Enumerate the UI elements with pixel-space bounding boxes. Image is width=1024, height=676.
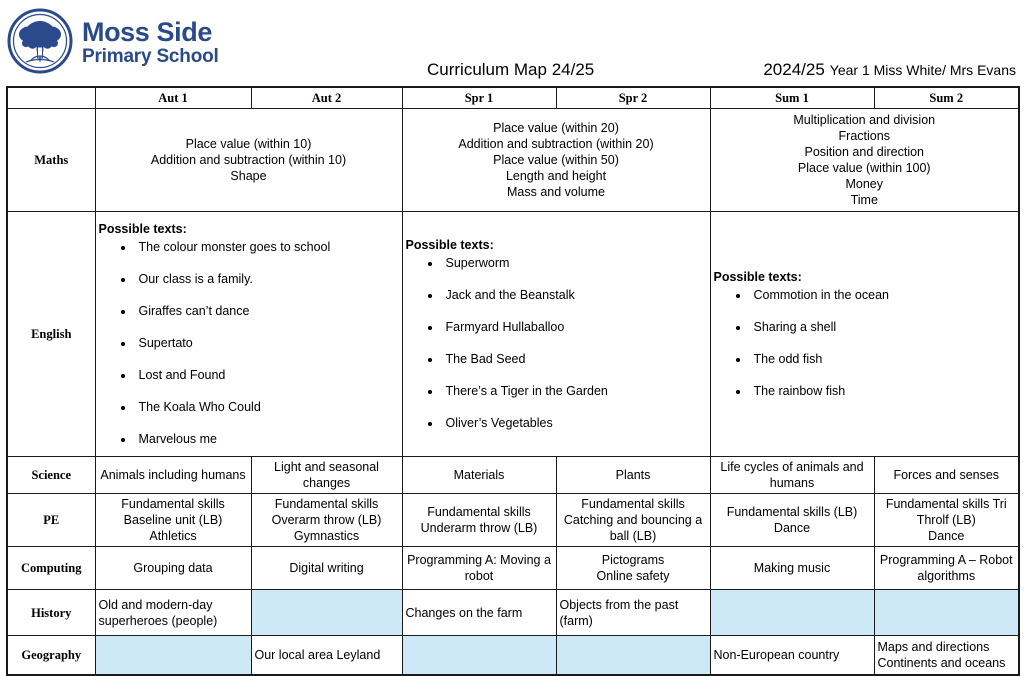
possible-texts-heading: Possible texts: — [713, 270, 802, 284]
cell-line: Fundamental skills Underarm throw (LB) — [420, 505, 538, 535]
column-header-spr-1: Spr 1 — [402, 87, 556, 109]
class-teachers: Year 1 Miss White/ Mrs Evans — [829, 62, 1016, 78]
column-header-spr-2: Spr 2 — [556, 87, 710, 109]
subject-label-computing: Computing — [7, 547, 95, 590]
subject-label-pe: PE — [7, 494, 95, 547]
cell-history — [710, 590, 874, 636]
table-row — [7, 547, 1019, 590]
cell-line: Maps and directions — [877, 639, 990, 654]
cell-content — [406, 504, 553, 536]
list-item: • Oliver’s Vegetables — [442, 415, 707, 431]
cell-line: Pictograms — [601, 553, 665, 567]
cell-line: Dance — [928, 529, 965, 543]
cell-maths — [710, 109, 1019, 212]
cell-line: Animals including humans — [100, 468, 246, 482]
subject-label-geography: Geography — [7, 636, 95, 675]
cell-content — [714, 459, 871, 491]
cell-geography — [556, 636, 710, 675]
cell-pe — [710, 494, 874, 547]
cell-science — [710, 457, 874, 494]
cell-english — [95, 212, 402, 457]
list-item: • The Koala Who Could — [135, 399, 399, 415]
cell-line: Mass and volume — [507, 185, 605, 199]
cell-maths — [402, 109, 710, 212]
cell-line: Objects from the past (farm) — [559, 597, 679, 628]
list-item: • Commotion in the ocean — [750, 287, 1016, 303]
cell-pe — [251, 494, 402, 547]
table-row — [7, 109, 1019, 212]
cell-content — [99, 467, 248, 483]
cell-computing — [874, 547, 1019, 590]
list-item: • The odd fish — [750, 351, 1016, 367]
cell-computing — [710, 547, 874, 590]
list-item: • Marvelous me — [135, 431, 399, 447]
cell-content — [878, 639, 1016, 671]
cell-science — [556, 457, 710, 494]
list-item: • The Bad Seed — [442, 351, 707, 367]
table-header-row — [7, 87, 1019, 109]
cell-pe — [874, 494, 1019, 547]
list-item: • Lost and Found — [135, 367, 399, 383]
column-header-aut-2: Aut 2 — [251, 87, 402, 109]
school-name — [82, 16, 219, 67]
column-header-sum-1: Sum 1 — [710, 87, 874, 109]
possible-texts-list — [406, 255, 707, 431]
cell-line: Length and height — [505, 169, 607, 183]
cell-line: Multiplication and division — [793, 113, 936, 127]
cell-content — [406, 120, 707, 200]
cell-content — [406, 467, 553, 483]
cell-geography — [251, 636, 402, 675]
cell-line: Grouping data — [133, 561, 213, 575]
cell-computing — [402, 547, 556, 590]
cell-content — [255, 560, 399, 576]
list-item: • Supertato — [135, 335, 399, 351]
list-item: • Superworm — [442, 255, 707, 271]
cell-line: Fundamental skills Catching and bouncing a ball (LB) — [563, 497, 703, 543]
cell-content — [878, 552, 1016, 584]
cell-line: Digital writing — [289, 561, 364, 575]
cell-line: Materials — [453, 468, 505, 482]
table-row — [7, 212, 1019, 457]
cell-content — [560, 467, 707, 483]
cell-content — [878, 467, 1016, 483]
cell-history — [874, 590, 1019, 636]
document-meta — [763, 60, 1016, 80]
cell-computing — [556, 547, 710, 590]
cell-line: Dance — [773, 521, 811, 535]
cell-maths — [95, 109, 402, 212]
list-item: • Jack and the Beanstalk — [442, 287, 707, 303]
list-item: • Our class is a family. — [135, 271, 399, 287]
cell-content — [560, 552, 707, 584]
cell-line: Fundamental skills (LB) — [726, 505, 858, 519]
cell-line: Place value (within 10) — [185, 137, 312, 151]
school-branding — [6, 7, 219, 75]
cell-line: Making music — [753, 561, 831, 575]
cell-line: Continents and oceans — [877, 655, 1006, 670]
cell-history — [402, 590, 556, 636]
cell-computing — [95, 547, 251, 590]
cell-line: Non-European country — [713, 647, 840, 662]
possible-texts-list — [99, 239, 399, 447]
school-name-line1: Moss Side — [82, 16, 212, 47]
cell-line: Light and seasonal changes — [274, 460, 379, 490]
cell-geography — [402, 636, 556, 675]
page-title: Curriculum Map 24/25 — [427, 60, 595, 79]
list-item: • The rainbow fish — [750, 383, 1016, 399]
cell-line: Fundamental skills Baseline unit (LB) — [121, 497, 225, 527]
subject-label-maths: Maths — [7, 109, 95, 212]
table-corner-cell — [7, 87, 95, 109]
cell-line: Place value (within 100) — [797, 161, 931, 175]
list-item: • Giraffes can’t dance — [135, 303, 399, 319]
list-item: • There’s a Tiger in the Garden — [442, 383, 707, 399]
cell-line: Old and modern-day superheroes (people) — [98, 597, 218, 628]
cell-content — [406, 552, 553, 584]
cell-line: Programming A: Moving a robot — [407, 553, 551, 583]
cell-content — [99, 136, 399, 184]
cell-line: Plants — [615, 468, 651, 482]
list-item: • Sharing a shell — [750, 319, 1016, 335]
cell-pe — [402, 494, 556, 547]
table-body — [7, 109, 1019, 675]
cell-content — [255, 496, 399, 544]
cell-content — [99, 496, 248, 544]
cell-content — [99, 597, 248, 629]
cell-content — [714, 504, 871, 536]
cell-line: Changes on the farm — [405, 605, 523, 620]
cell-geography — [710, 636, 874, 675]
cell-content — [406, 605, 553, 621]
possible-texts-heading: Possible texts: — [98, 222, 187, 236]
possible-texts-heading: Possible texts: — [405, 238, 494, 252]
cell-geography — [874, 636, 1019, 675]
table-row — [7, 494, 1019, 547]
cell-line: Our local area Leyland — [254, 647, 381, 662]
subject-label-history: History — [7, 590, 95, 636]
cell-content — [714, 647, 871, 663]
cell-pe — [556, 494, 710, 547]
cell-line: Addition and subtraction (within 20) — [458, 137, 654, 151]
cell-line: Life cycles of animals and humans — [720, 460, 864, 490]
cell-line: Money — [845, 177, 884, 191]
cell-content — [714, 560, 871, 576]
curriculum-map-table — [6, 86, 1020, 676]
cell-content — [714, 112, 1016, 208]
cell-content — [560, 597, 707, 629]
cell-history — [95, 590, 251, 636]
table-row — [7, 636, 1019, 675]
cell-line: Forces and senses — [893, 468, 1000, 482]
cell-line: Fundamental skills Tri Throlf (LB) — [885, 497, 1007, 527]
list-item: • Farmyard Hullaballoo — [442, 319, 707, 335]
cell-line: Addition and subtraction (within 10) — [150, 153, 347, 167]
cell-line: Position and direction — [804, 145, 925, 159]
cell-science — [251, 457, 402, 494]
cell-content — [560, 496, 707, 544]
table-row — [7, 590, 1019, 636]
column-header-sum-2: Sum 2 — [874, 87, 1019, 109]
cell-pe — [95, 494, 251, 547]
list-item: • The colour monster goes to school — [135, 239, 399, 255]
subject-label-science: Science — [7, 457, 95, 494]
column-header-aut-1: Aut 1 — [95, 87, 251, 109]
table-row — [7, 457, 1019, 494]
cell-line: Time — [850, 193, 878, 207]
cell-line: Fundamental skills Overarm throw (LB) — [271, 497, 382, 527]
cell-science — [402, 457, 556, 494]
possible-texts-list — [714, 287, 1016, 399]
page-header — [0, 0, 1024, 86]
cell-history — [556, 590, 710, 636]
school-name-line2: Primary School — [82, 45, 219, 67]
cell-english — [402, 212, 710, 457]
cell-history — [251, 590, 402, 636]
cell-geography — [95, 636, 251, 675]
academic-year: 2024/25 — [763, 60, 825, 79]
tree-crest-icon — [6, 7, 74, 75]
cell-content — [878, 496, 1016, 544]
subject-label-english: English — [7, 212, 95, 457]
cell-content — [99, 560, 248, 576]
cell-line: Gymnastics — [293, 529, 360, 543]
cell-content — [255, 459, 399, 491]
cell-line: Place value (within 50) — [493, 153, 619, 167]
cell-line: Athletics — [149, 529, 197, 543]
cell-computing — [251, 547, 402, 590]
cell-line: Online safety — [596, 569, 670, 583]
cell-content — [255, 647, 399, 663]
cell-line: Place value (within 20) — [493, 121, 619, 135]
cell-science — [874, 457, 1019, 494]
cell-line: Shape — [230, 169, 267, 183]
cell-line: Programming A – Robot algorithms — [879, 553, 1013, 583]
cell-science — [95, 457, 251, 494]
cell-english — [710, 212, 1019, 457]
cell-line: Fractions — [838, 129, 890, 143]
